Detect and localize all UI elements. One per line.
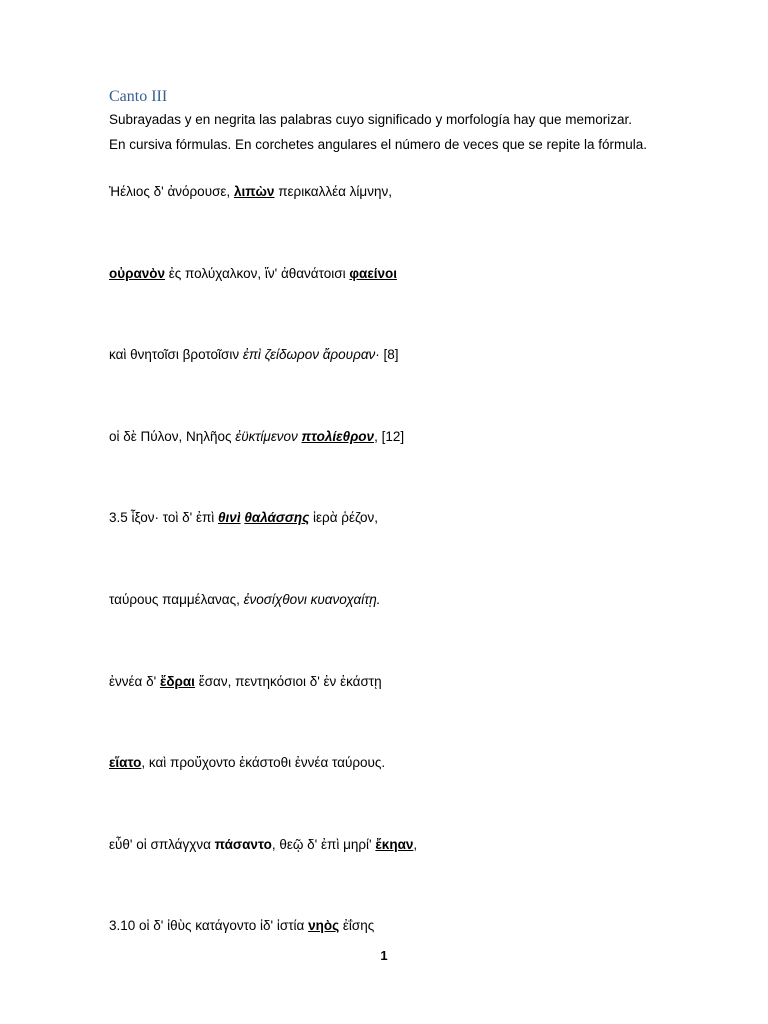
verse-text: ἱερὰ ῥέζον, [309,510,379,525]
verse-keyword: πτολίεθρον [301,429,375,444]
verse-text: εὖθ' οἱ σπλάγχνα [109,837,215,852]
verse-text: περικαλλέα λίμνην, [274,184,392,199]
verse-text: 3.10 οἱ δ' ἰθὺς κατάγοντο ἰδ' ἱστία [109,918,309,933]
verse-keyword: ἐϋκτίμενον [235,429,302,444]
verse-text: ἐννέα δ' [109,674,160,689]
verse-text: [8] [379,347,399,362]
verse-line [109,592,380,607]
verse-text: καὶ θνητοῖσι βροτοῖσιν [109,347,243,362]
verse-text: , θεῷ δ' ἐπὶ μηρί' [271,837,376,852]
verse-line [109,347,399,362]
verse-keyword: ἕδραι [159,674,195,689]
verse-line [109,674,382,689]
verse-keyword: ἐνοσίχθονι κυανοχαίτῃ. [243,592,381,607]
verse-keyword: νηὸς [308,918,340,933]
verse-keyword: εἵατο [109,755,142,770]
verse-text: οἱ δὲ Πύλον, Νηλῆος [109,429,236,444]
verse-keyword: ἐπὶ ζείδωρον ἄρουραν· [242,347,380,362]
verse-text: ἔσαν, πεντηκόσιοι δ' ἐν ἑκάστῃ [194,674,382,689]
verse-line [109,755,385,770]
verse-text: ἐς πολύχαλκον, ἵν' ἀθανάτοισι [165,266,350,281]
verse-keyword: θινὶ [218,510,241,525]
verse-line [109,266,397,281]
verse-text: 3.5 ἷξον· τοὶ δ' ἐπὶ [109,510,219,525]
page-heading: Canto III [109,88,168,105]
verse-line [109,837,417,852]
verse-keyword: θαλάσσης [244,510,310,525]
verse-text: ἐΐσης [339,918,375,933]
verse-line [109,429,404,444]
intro-paragraph: Subrayadas y en negrita las palabras cuyo significado y morfología hay que memorizar. En cursiva fórmulas. En corchetes angulares el número de veces que se repite la fórmula. [109,112,648,152]
verse-keyword: φαείνοι [349,266,397,281]
verse-text: , [413,837,418,852]
verse-line [109,184,392,199]
verse-text: Ἠέλιος δ' ἀνόρουσε, [109,184,234,199]
verse-keyword: ἔκηαν [375,837,414,852]
verse-line [109,510,378,525]
verse-keyword: λιπὼν [233,184,275,199]
page-number: 1 [380,948,388,963]
verse-line [109,918,374,933]
verse-text: ταύρους παμμέλανας, [109,592,244,607]
verse-text: , [12] [374,429,405,444]
verse-keyword: οὐρανὸν [109,266,166,281]
verse-text: , καὶ προὔχοντο ἑκάστοθι ἐννέα ταύρους. [141,755,386,770]
verse-keyword: πάσαντο [214,837,272,852]
